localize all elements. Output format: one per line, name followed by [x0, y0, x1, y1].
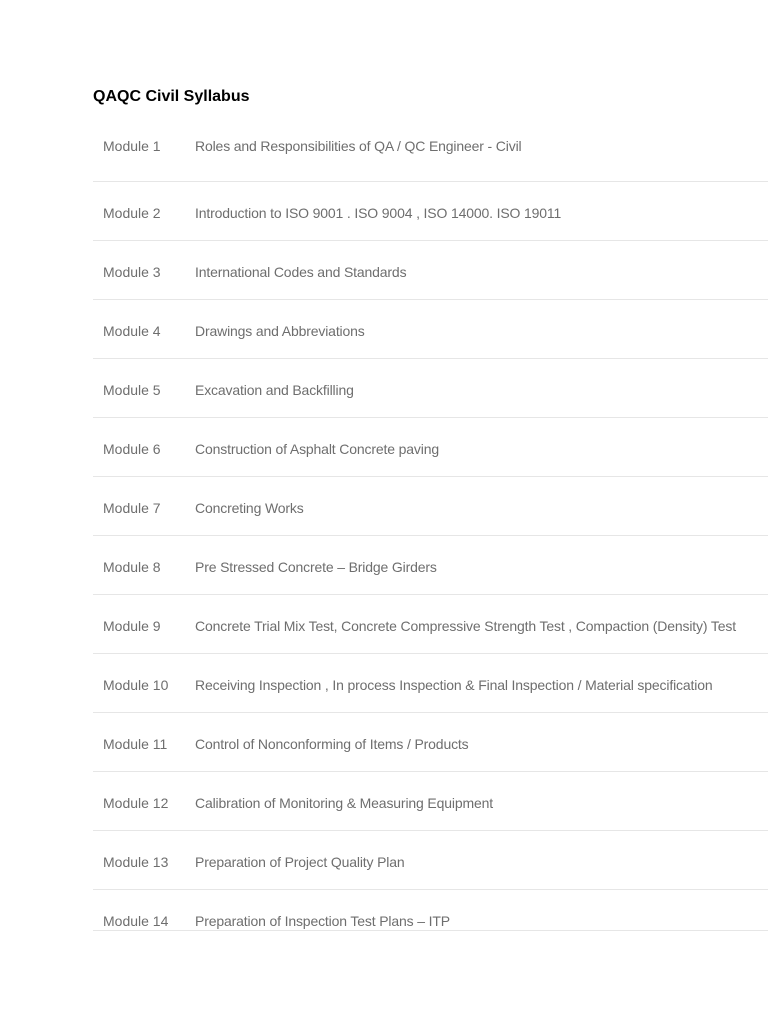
module-number: Module 8 [93, 536, 186, 595]
module-number: Module 2 [93, 182, 186, 241]
module-number: Module 12 [93, 772, 186, 831]
module-number: Module 5 [93, 359, 186, 418]
table-row [93, 713, 768, 772]
table-row [93, 772, 768, 831]
module-number: Module 4 [93, 300, 186, 359]
module-number: Module 11 [93, 713, 186, 772]
table-row [93, 477, 768, 536]
module-number: Module 10 [93, 654, 186, 713]
table-row [93, 241, 768, 300]
module-topic: Preparation of Inspection Test Plans – ITP [186, 890, 768, 931]
syllabus-table [93, 115, 768, 931]
module-number: Module 7 [93, 477, 186, 536]
table-row [93, 536, 768, 595]
table-row [93, 654, 768, 713]
module-topic: International Codes and Standards [186, 241, 768, 300]
module-number: Module 6 [93, 418, 186, 477]
module-topic: Pre Stressed Concrete – Bridge Girders [186, 536, 768, 595]
module-topic: Construction of Asphalt Concrete paving [186, 418, 768, 477]
module-topic: Receiving Inspection , In process Inspection & Final Inspection / Material specification [186, 654, 768, 713]
module-topic: Concrete Trial Mix Test, Concrete Compressive Strength Test , Compaction (Density) Test [186, 595, 768, 654]
module-topic: Preparation of Project Quality Plan [186, 831, 768, 890]
table-row [93, 418, 768, 477]
module-topic: Drawings and Abbreviations [186, 300, 768, 359]
module-topic: Roles and Responsibilities of QA / QC Engineer - Civil [186, 115, 768, 182]
module-topic: Excavation and Backfilling [186, 359, 768, 418]
table-row [93, 890, 768, 931]
module-number: Module 14 [93, 890, 186, 931]
page-title: QAQC Civil Syllabus [93, 88, 250, 105]
table-row [93, 182, 768, 241]
module-topic: Control of Nonconforming of Items / Products [186, 713, 768, 772]
table-row [93, 359, 768, 418]
table-row [93, 300, 768, 359]
module-number: Module 9 [93, 595, 186, 654]
module-number: Module 1 [93, 115, 186, 182]
module-topic: Concreting Works [186, 477, 768, 536]
table-row [93, 115, 768, 182]
table-row [93, 595, 768, 654]
module-number: Module 13 [93, 831, 186, 890]
module-number: Module 3 [93, 241, 186, 300]
table-row [93, 831, 768, 890]
module-topic: Introduction to ISO 9001 . ISO 9004 , ISO 14000. ISO 19011 [186, 182, 768, 241]
module-topic: Calibration of Monitoring & Measuring Equipment [186, 772, 768, 831]
